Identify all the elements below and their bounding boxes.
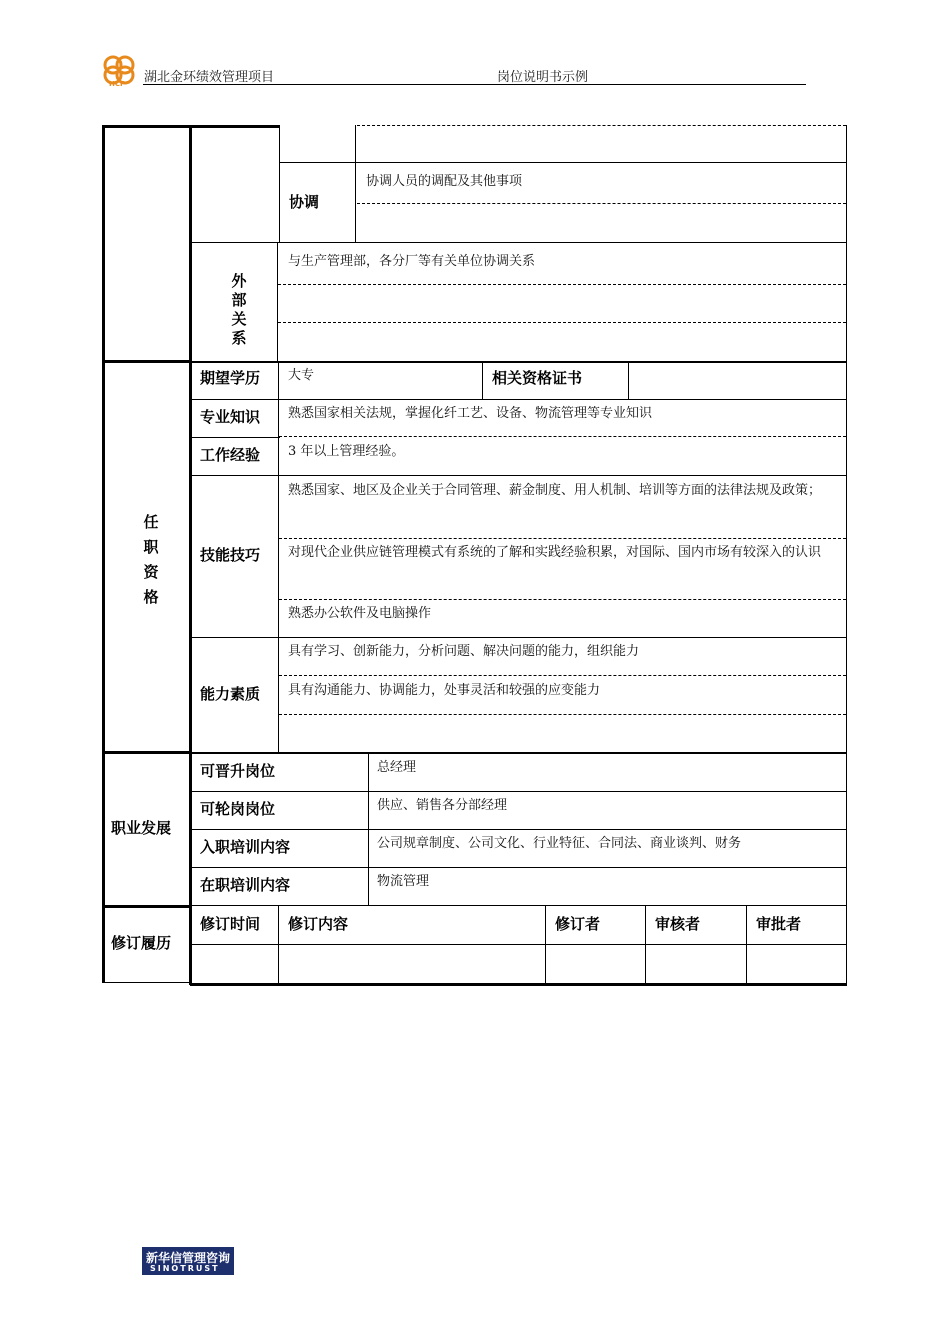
footer-brand-en: SINOTRUST: [150, 1264, 220, 1273]
skills-label: 技能技巧: [200, 546, 261, 564]
revision-column-header: 修订内容: [288, 915, 349, 933]
onboarding-training-value: 公司规章制度、公司文化、行业特征、合同法、商业谈判、财务: [377, 836, 742, 851]
onjob-training-value: 物流管理: [377, 874, 430, 889]
experience-label: 工作经验: [200, 446, 261, 464]
qualification-section-label: 任职资格: [143, 513, 159, 606]
promotion-value: 总经理: [377, 760, 417, 775]
knowledge-label: 专业知识: [200, 408, 261, 426]
rotation-value: 供应、销售各分部经理: [377, 798, 508, 813]
education-label: 期望学历: [200, 369, 261, 387]
revision-column-header: 审批者: [756, 915, 802, 933]
knowledge-value: 熟悉国家相关法规，掌握化纤工艺、设备、物流管理等专业知识: [288, 406, 653, 421]
revision-section-label: 修订履历: [111, 934, 172, 952]
skill-item: 熟悉国家、地区及企业关于合同管理、薪金制度、用人机制、培训等方面的法律法规及政策；: [288, 483, 822, 498]
revision-column-header: 审核者: [655, 915, 701, 933]
logo-text: HCF: [109, 80, 125, 88]
revision-column-header: 修订时间: [200, 915, 261, 933]
revision-column-header: 修订者: [555, 915, 601, 933]
document-title: 岗位说明书示例: [497, 70, 589, 85]
ability-item: 具有学习、创新能力，分析问题、解决问题的能力，组织能力: [288, 644, 640, 659]
project-name: 湖北金环绩效管理项目: [144, 70, 275, 85]
career-section-label: 职业发展: [111, 819, 172, 837]
header-rule: [143, 84, 806, 85]
external-relations-label: 外部关系: [231, 272, 247, 347]
company-logo: [100, 54, 138, 90]
rotation-label: 可轮岗岗位: [200, 800, 276, 818]
coordinate-text: 协调人员的调配及其他事项: [366, 174, 523, 189]
skill-item: 熟悉办公软件及电脑操作: [288, 606, 432, 621]
education-value: 大专: [288, 368, 315, 383]
promotion-label: 可晋升岗位: [200, 762, 276, 780]
skill-item: 对现代企业供应链管理模式有系统的了解和实践经验积累，对国际、国内市场有较深入的认识: [288, 545, 822, 560]
ability-item: 具有沟通能力、协调能力，处事灵活和较强的应变能力: [288, 683, 601, 698]
ability-label: 能力素质: [200, 685, 261, 703]
onboarding-training-label: 入职培训内容: [200, 838, 291, 856]
experience-value: 3 年以上管理经验。: [288, 444, 405, 459]
footer-brand-cn: 新华信管理咨询: [146, 1251, 231, 1265]
onjob-training-label: 在职培训内容: [200, 876, 291, 894]
footer-brand-logo: [142, 1247, 234, 1275]
certificate-label: 相关资格证书: [492, 369, 583, 387]
coordinate-label: 协调: [289, 193, 320, 211]
external-relations-text: 与生产管理部，各分厂等有关单位协调关系: [288, 254, 536, 269]
